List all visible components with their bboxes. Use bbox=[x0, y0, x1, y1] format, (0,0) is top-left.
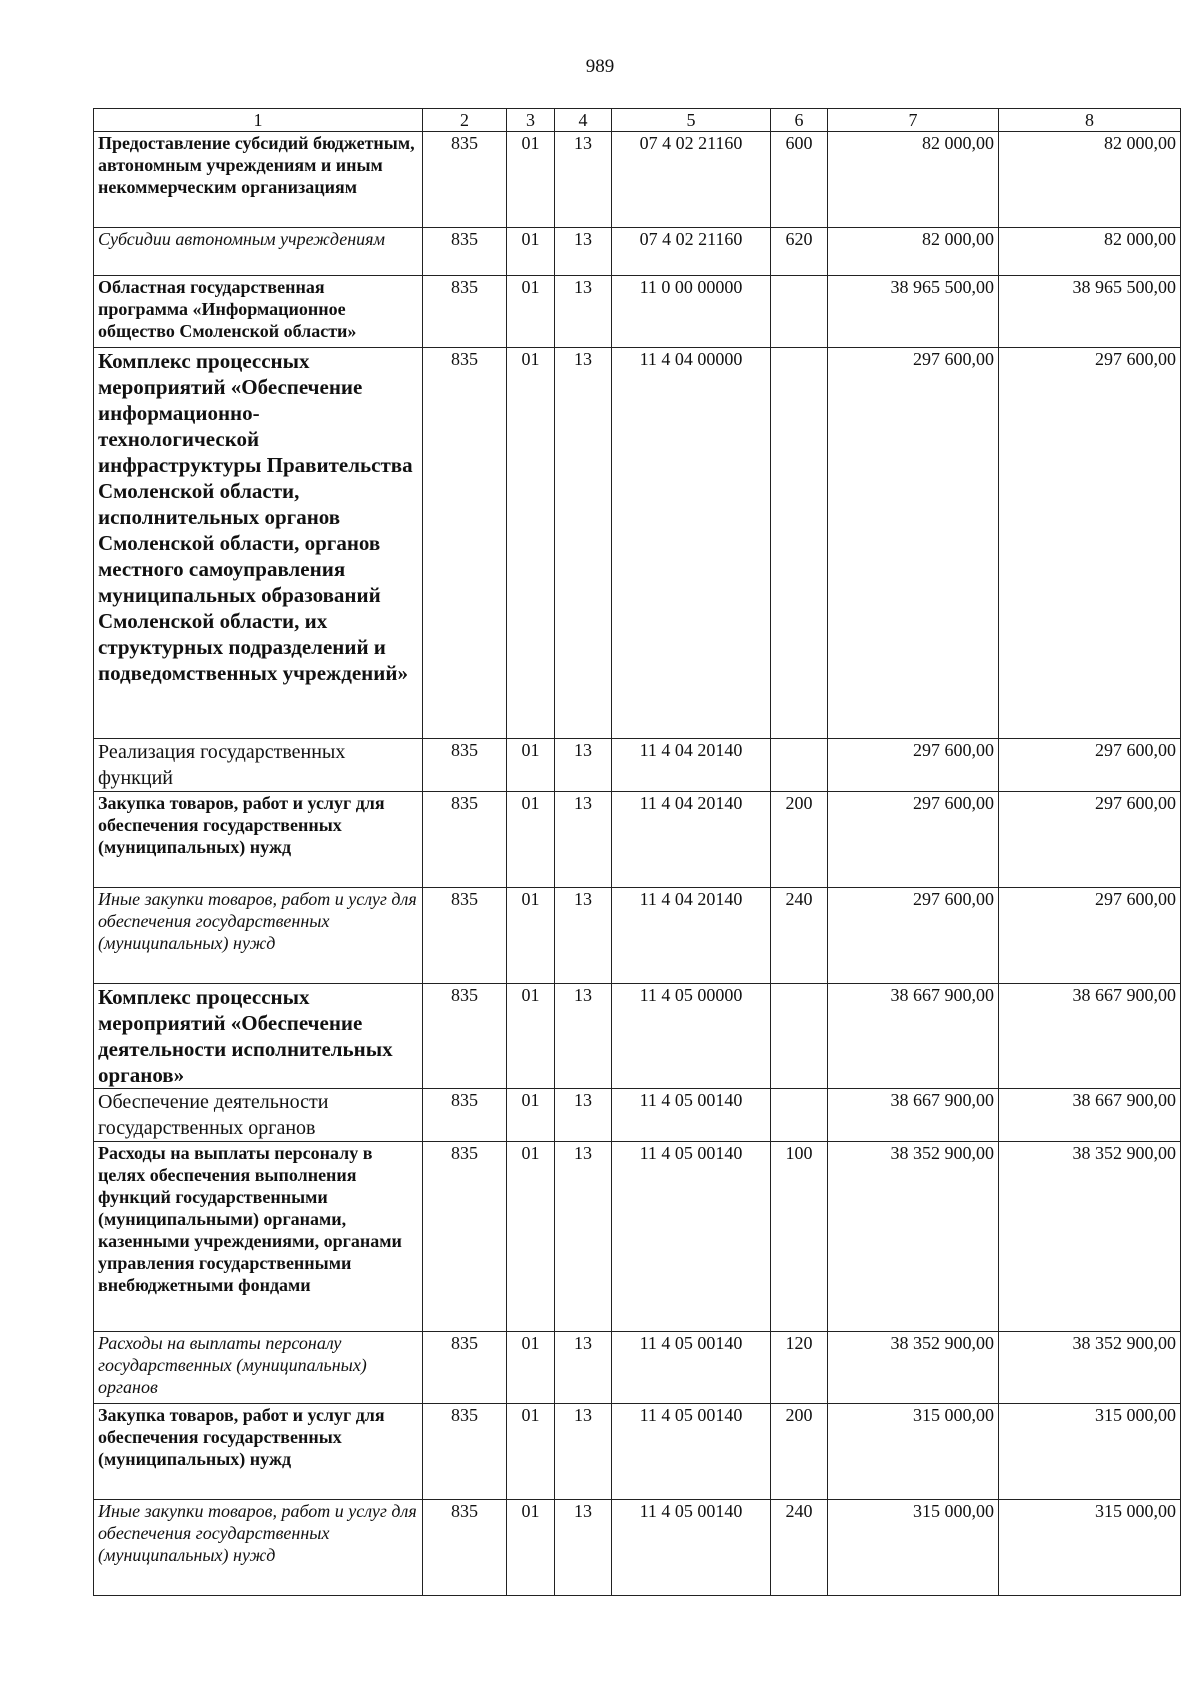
subsection-code-cell: 13 bbox=[555, 1142, 612, 1332]
amount-year1-cell: 297 600,00 bbox=[828, 792, 999, 888]
page-number: 989 bbox=[585, 56, 615, 77]
subsection-code-cell: 13 bbox=[555, 888, 612, 984]
subsection-code-cell: 13 bbox=[555, 739, 612, 792]
amount-year1-cell: 82 000,00 bbox=[828, 228, 999, 276]
amount-year1-cell: 82 000,00 bbox=[828, 132, 999, 228]
item-name-cell: Предоставление субсидий бюджетным, автономным учреждениям и иным некоммерческим организациям bbox=[94, 132, 423, 228]
header-cell-3: 3 bbox=[507, 109, 555, 132]
target-article-cell: 11 4 04 20140 bbox=[612, 888, 771, 984]
amount-year1-cell: 38 667 900,00 bbox=[828, 984, 999, 1089]
table-row bbox=[94, 739, 1181, 792]
subsection-code-cell: 13 bbox=[555, 132, 612, 228]
header-cell-5: 5 bbox=[612, 109, 771, 132]
admin-code-cell: 835 bbox=[423, 1332, 507, 1404]
admin-code-cell: 835 bbox=[423, 1089, 507, 1142]
admin-code-cell: 835 bbox=[423, 1500, 507, 1596]
target-article-cell: 11 4 05 00140 bbox=[612, 1332, 771, 1404]
admin-code-cell: 835 bbox=[423, 1404, 507, 1500]
item-name-cell: Закупка товаров, работ и услуг для обеспечения государственных (муниципальных) нужд bbox=[94, 1404, 423, 1500]
admin-code-cell: 835 bbox=[423, 792, 507, 888]
amount-year2-cell: 38 965 500,00 bbox=[999, 276, 1181, 348]
amount-year2-cell: 38 352 900,00 bbox=[999, 1332, 1181, 1404]
subsection-code-cell: 13 bbox=[555, 276, 612, 348]
expense-type-cell: 240 bbox=[771, 1500, 828, 1596]
section-code-cell: 01 bbox=[507, 739, 555, 792]
section-code-cell: 01 bbox=[507, 348, 555, 739]
table-row bbox=[94, 348, 1181, 739]
section-code-cell: 01 bbox=[507, 1500, 555, 1596]
section-code-cell: 01 bbox=[507, 1142, 555, 1332]
amount-year1-cell: 38 352 900,00 bbox=[828, 1332, 999, 1404]
expense-type-cell: 200 bbox=[771, 1404, 828, 1500]
header-cell-7: 7 bbox=[828, 109, 999, 132]
subsection-code-cell: 13 bbox=[555, 1089, 612, 1142]
item-name-cell: Расходы на выплаты персоналу государственных (муниципальных) органов bbox=[94, 1332, 423, 1404]
table-body bbox=[94, 109, 1181, 1596]
section-code-cell: 01 bbox=[507, 1089, 555, 1142]
subsection-code-cell: 13 bbox=[555, 984, 612, 1089]
expense-type-cell: 200 bbox=[771, 792, 828, 888]
item-name-cell: Комплекс процессных мероприятий «Обеспечение деятельности исполнительных органов» bbox=[94, 984, 423, 1089]
amount-year1-cell: 297 600,00 bbox=[828, 739, 999, 792]
table-row bbox=[94, 1142, 1181, 1332]
expense-type-cell: 600 bbox=[771, 132, 828, 228]
amount-year2-cell: 297 600,00 bbox=[999, 888, 1181, 984]
section-code-cell: 01 bbox=[507, 1332, 555, 1404]
item-name-cell: Обеспечение деятельности государственных органов bbox=[94, 1089, 423, 1142]
target-article-cell: 11 4 05 00140 bbox=[612, 1500, 771, 1596]
amount-year2-cell: 297 600,00 bbox=[999, 739, 1181, 792]
subsection-code-cell: 13 bbox=[555, 1332, 612, 1404]
subsection-code-cell: 13 bbox=[555, 1500, 612, 1596]
admin-code-cell: 835 bbox=[423, 228, 507, 276]
admin-code-cell: 835 bbox=[423, 739, 507, 792]
amount-year1-cell: 315 000,00 bbox=[828, 1500, 999, 1596]
admin-code-cell: 835 bbox=[423, 888, 507, 984]
item-name-cell: Расходы на выплаты персоналу в целях обеспечения выполнения функций государственными (муниципальными) органами, казенными учреждениями, органами управления государственными внебюджетными фондами bbox=[94, 1142, 423, 1332]
amount-year2-cell: 82 000,00 bbox=[999, 132, 1181, 228]
table-header-row bbox=[94, 109, 1181, 132]
section-code-cell: 01 bbox=[507, 228, 555, 276]
header-cell-4: 4 bbox=[555, 109, 612, 132]
target-article-cell: 11 4 04 20140 bbox=[612, 792, 771, 888]
target-article-cell: 11 4 05 00140 bbox=[612, 1089, 771, 1142]
subsection-code-cell: 13 bbox=[555, 792, 612, 888]
target-article-cell: 07 4 02 21160 bbox=[612, 228, 771, 276]
target-article-cell: 11 4 05 00000 bbox=[612, 984, 771, 1089]
expense-type-cell: 240 bbox=[771, 888, 828, 984]
subsection-code-cell: 13 bbox=[555, 348, 612, 739]
amount-year2-cell: 38 667 900,00 bbox=[999, 1089, 1181, 1142]
section-code-cell: 01 bbox=[507, 792, 555, 888]
amount-year1-cell: 38 667 900,00 bbox=[828, 1089, 999, 1142]
item-name-cell: Областная государственная программа «Информационное общество Смоленской области» bbox=[94, 276, 423, 348]
expense-type-cell: 100 bbox=[771, 1142, 828, 1332]
amount-year1-cell: 297 600,00 bbox=[828, 348, 999, 739]
section-code-cell: 01 bbox=[507, 984, 555, 1089]
target-article-cell: 11 0 00 00000 bbox=[612, 276, 771, 348]
table-row bbox=[94, 1404, 1181, 1500]
admin-code-cell: 835 bbox=[423, 276, 507, 348]
table-row bbox=[94, 1332, 1181, 1404]
expense-type-cell: 120 bbox=[771, 1332, 828, 1404]
expense-type-cell bbox=[771, 348, 828, 739]
amount-year1-cell: 315 000,00 bbox=[828, 1404, 999, 1500]
amount-year1-cell: 297 600,00 bbox=[828, 888, 999, 984]
item-name-cell: Закупка товаров, работ и услуг для обеспечения государственных (муниципальных) нужд bbox=[94, 792, 423, 888]
section-code-cell: 01 bbox=[507, 276, 555, 348]
admin-code-cell: 835 bbox=[423, 132, 507, 228]
header-cell-2: 2 bbox=[423, 109, 507, 132]
table-row bbox=[94, 984, 1181, 1089]
item-name-cell: Реализация государственных функций bbox=[94, 739, 423, 792]
item-name-cell: Иные закупки товаров, работ и услуг для обеспечения государственных (муниципальных) нужд bbox=[94, 1500, 423, 1596]
amount-year2-cell: 315 000,00 bbox=[999, 1500, 1181, 1596]
item-name-cell: Комплекс процессных мероприятий «Обеспечение информационно-технологической инфраструктуры Правительства Смоленской области, исполнительных органов Смоленской области, органов местного самоуправления муниципальных образований Смоленской области, их структурных подразделений и подведомственных учреждений» bbox=[94, 348, 423, 739]
expense-type-cell bbox=[771, 1089, 828, 1142]
budget-table bbox=[93, 108, 1181, 1596]
item-name-cell: Иные закупки товаров, работ и услуг для обеспечения государственных (муниципальных) нужд bbox=[94, 888, 423, 984]
table-row bbox=[94, 1500, 1181, 1596]
section-code-cell: 01 bbox=[507, 132, 555, 228]
amount-year1-cell: 38 965 500,00 bbox=[828, 276, 999, 348]
amount-year2-cell: 38 352 900,00 bbox=[999, 1142, 1181, 1332]
subsection-code-cell: 13 bbox=[555, 1404, 612, 1500]
table-row bbox=[94, 888, 1181, 984]
expense-type-cell bbox=[771, 984, 828, 1089]
item-name-cell: Субсидии автономным учреждениям bbox=[94, 228, 423, 276]
table-row bbox=[94, 792, 1181, 888]
header-cell-6: 6 bbox=[771, 109, 828, 132]
section-code-cell: 01 bbox=[507, 1404, 555, 1500]
admin-code-cell: 835 bbox=[423, 984, 507, 1089]
admin-code-cell: 835 bbox=[423, 348, 507, 739]
amount-year1-cell: 38 352 900,00 bbox=[828, 1142, 999, 1332]
subsection-code-cell: 13 bbox=[555, 228, 612, 276]
table-row bbox=[94, 276, 1181, 348]
expense-type-cell: 620 bbox=[771, 228, 828, 276]
expense-type-cell bbox=[771, 276, 828, 348]
header-cell-1: 1 bbox=[94, 109, 423, 132]
admin-code-cell: 835 bbox=[423, 1142, 507, 1332]
table-row bbox=[94, 228, 1181, 276]
amount-year2-cell: 315 000,00 bbox=[999, 1404, 1181, 1500]
amount-year2-cell: 82 000,00 bbox=[999, 228, 1181, 276]
target-article-cell: 11 4 05 00140 bbox=[612, 1142, 771, 1332]
target-article-cell: 11 4 04 00000 bbox=[612, 348, 771, 739]
amount-year2-cell: 38 667 900,00 bbox=[999, 984, 1181, 1089]
amount-year2-cell: 297 600,00 bbox=[999, 792, 1181, 888]
section-code-cell: 01 bbox=[507, 888, 555, 984]
table-row bbox=[94, 132, 1181, 228]
expense-type-cell bbox=[771, 739, 828, 792]
header-cell-8: 8 bbox=[999, 109, 1181, 132]
target-article-cell: 11 4 04 20140 bbox=[612, 739, 771, 792]
amount-year2-cell: 297 600,00 bbox=[999, 348, 1181, 739]
target-article-cell: 11 4 05 00140 bbox=[612, 1404, 771, 1500]
target-article-cell: 07 4 02 21160 bbox=[612, 132, 771, 228]
table-row bbox=[94, 1089, 1181, 1142]
